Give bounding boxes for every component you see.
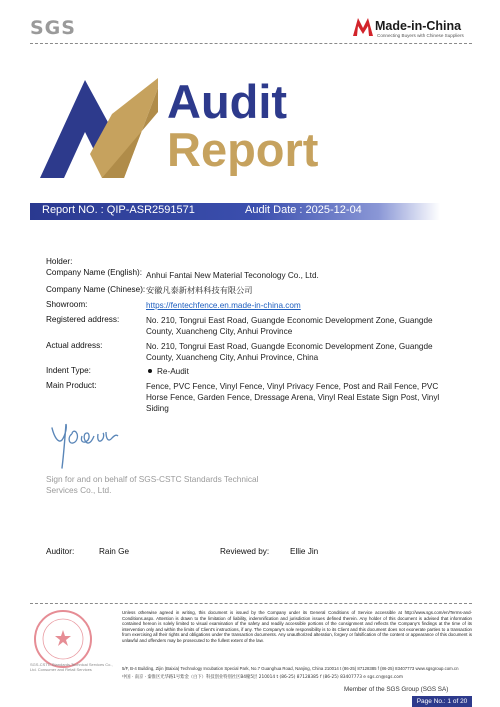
indent-type-label: Indent Type: [46,366,91,375]
made-in-china-logo [352,16,472,40]
actual-address-label: Actual address: [46,341,103,350]
made-in-china-brand: Made-in-China [375,19,462,33]
indent-type-value [146,366,461,377]
address-english: 5/F, B-4 Building, Zijin (Baixia) Technology Incubation Special Park, No.7 Guanghua Road, Nanjing, China 210014 t (86-25) 87128385 f (86-25) 83407773 www.sgsgroup.com.cn [122,666,459,671]
audit-report-logo-icon [40,78,160,182]
made-in-china-tagline: Connecting Buyers with Chinese Suppliers [377,33,464,38]
main-product-label: Main Product: [46,381,97,390]
stamp-company-name: SGS-CSTC Standards Technical Services Co., Ltd. Consumer and Retail Services [30,662,113,672]
sgs-logo: SGS [30,17,76,39]
reviewer-label: Reviewed by: [220,547,270,556]
holder-label: Holder: [46,257,73,266]
legal-disclaimer: Unless otherwise agreed in writing, this document is issued by the Company under its General Conditions of Service accessible at http://www.sgs.com/en/Terms-and-Conditions.aspx. Attention is drawn to the limitation of liability, indemnification and jurisdiction issues defined therein. Any holder of this document is advised that information contained hereon is solely limited to visual examination of the safety and readily accessible portions of the consignment and reflects the Company's findings at the time of its intervention only and within the limits of Client's instructions, if any. The Company's sole responsibility is to its Client and this document does not exonerate parties to a transaction from exercising all their rights and obligations under the transaction documents. Any unauthorized alteration, forgery or falsification of the content or appearance of this document is unlawful and offenders may be prosecuted to the fullest extent of the law. [122,610,472,643]
header-divider [30,43,472,44]
showroom-label: Showroom: [46,300,88,309]
title-audit: Audit [167,75,288,128]
registered-address-value: No. 210, Tongrui East Road, Guangde Economic Development Zone, Guangde County, Xuancheng City, Anhui Province [146,316,433,336]
company-en-value: Anhui Fantai New Material Teconology Co., Ltd. [146,271,319,280]
address-chinese: 中国 · 南京 · 秦淮区光华路1号紫金（白下）科技创业特别社区B4幢5层 210014 t (86-25) 87128385 f (86-25) 83407773 e sgs.cn@sgs.com [122,675,404,680]
report-info-band [30,203,440,220]
sign-for-statement: Sign for and on behalf of SGS-CSTC Standards Technical Services Co., Ltd. [46,474,259,495]
auditor-label: Auditor: [46,547,75,556]
footer-divider [30,603,472,604]
reviewer-name: Ellie Jin [290,547,319,556]
actual-address-value: No. 210, Tongrui East Road, Guangde Economic Development Zone, Guangde County, Xuancheng City, Anhui Province, China [146,342,433,362]
audit-date: Audit Date : 2025-12-04 [245,204,362,216]
handwritten-signature-icon [46,414,136,470]
auditor-name: Rain Ge [99,547,130,556]
indent-type-text: Re-Audit [157,367,189,376]
bullet-icon [148,369,152,373]
made-in-china-mark-icon [352,16,374,38]
company-cn-label: Company Name (Chinese): [46,285,146,294]
member-statement: Member of the SGS Group (SGS SA) [344,686,449,693]
company-seal-stamp-icon [32,608,94,670]
page-number: Page No.: 1 of 20 [412,696,472,707]
report-number: Report NO. : QIP-ASR2591571 [42,204,195,216]
registered-address-label: Registered address: [46,315,120,324]
title-report: Report [167,123,319,176]
company-cn-value: 安徽凡泰新材料科技有限公司 [146,285,253,295]
company-en-label: Company Name (English): [46,268,143,277]
showroom-link[interactable]: https://fentechfence.en.made-in-china.com [146,301,301,310]
main-product-value: Fence, PVC Fence, Vinyl Fence, Vinyl Privacy Fence, Post and Rail Fence, PVC Horse Fence, Garden Fence, Dressage Arena, Vinyl Real Estate Sign Post, Vinyl Siding [146,382,440,413]
